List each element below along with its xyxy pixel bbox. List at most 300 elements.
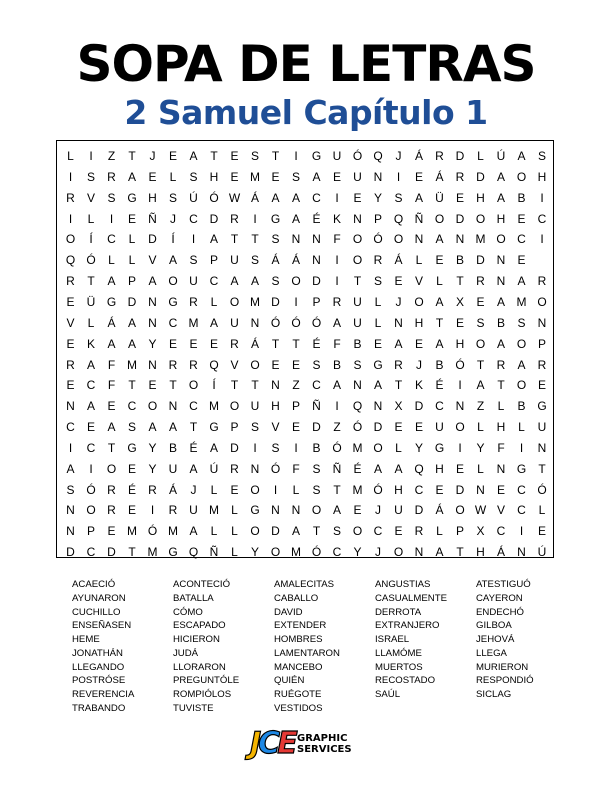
grid-letter: O (250, 524, 260, 539)
grid-letter: N (312, 253, 321, 268)
grid-letter: B (332, 357, 341, 372)
word-list-item: DAVID (274, 606, 303, 618)
grid-letter: H (455, 336, 465, 351)
grid-letter: P (209, 253, 218, 268)
grid-letter: A (435, 232, 444, 247)
grid-letter: D (476, 169, 485, 184)
grid-letter: Ú (189, 190, 198, 205)
grid-letter: A (517, 149, 526, 163)
grid-letter: R (168, 503, 178, 518)
grid-letter: O (434, 211, 445, 226)
grid-letter: I (253, 440, 257, 455)
grid-letter: Ñ (148, 211, 157, 226)
grid-letter: E (353, 503, 362, 518)
grid-letter: T (271, 149, 280, 163)
grid-letter: S (517, 315, 526, 330)
grid-letter: Á (435, 169, 444, 184)
grid-letter: N (517, 545, 526, 560)
grid-letter: K (414, 378, 423, 393)
grid-letter: S (271, 274, 280, 289)
grid-letter: Ñ (312, 399, 321, 414)
grid-letter: C (517, 503, 526, 518)
word-list-item: LLEGANDO (72, 661, 125, 673)
grid-letter: I (273, 482, 278, 497)
grid-letter: E (455, 315, 464, 330)
grid-letter: Ü (86, 294, 96, 309)
grid-letter: O (537, 294, 547, 309)
grid-letter: E (537, 378, 546, 393)
grid-letter: F (292, 461, 300, 476)
grid-letter: A (435, 294, 444, 309)
grid-letter: Á (250, 190, 259, 205)
grid-letter: H (476, 190, 485, 205)
grid-letter: Ó (537, 482, 547, 497)
grid-letter: J (416, 357, 422, 372)
grid-letter: É (189, 440, 198, 455)
grid-letter: E (332, 169, 341, 184)
grid-letter: C (168, 315, 178, 330)
grid-letter: O (516, 378, 527, 393)
grid-letter: O (393, 232, 404, 247)
logo-letter: C (258, 726, 278, 761)
word-column (375, 578, 447, 702)
grid-letter: A (107, 420, 116, 435)
grid-letter: L (374, 294, 382, 309)
grid-letter: I (89, 149, 93, 163)
grid-letter: O (373, 440, 383, 455)
grid-letter: C (189, 399, 198, 414)
logo-text-line: SERVICES (297, 744, 352, 755)
grid-row (57, 313, 553, 333)
grid-letter: N (148, 315, 157, 330)
grid-letter: L (436, 274, 443, 289)
grid-letter: V (496, 503, 505, 518)
grid-letter: M (291, 545, 301, 560)
grid-letter: W (474, 503, 487, 518)
grid-letter: P (373, 211, 382, 226)
grid-letter: É (127, 482, 136, 497)
grid-letter: Z (476, 399, 485, 414)
grid-letter: G (537, 399, 547, 414)
grid-letter: T (87, 274, 95, 289)
grid-letter: D (230, 440, 239, 455)
grid-letter: L (538, 503, 546, 518)
grid-letter: A (517, 357, 526, 372)
grid-letter: A (476, 378, 485, 393)
grid-letter: L (210, 482, 218, 497)
grid-letter: E (189, 336, 198, 351)
grid-letter: Á (250, 336, 259, 351)
grid-letter: N (148, 294, 157, 309)
word-list-item: JONATHÁN (72, 647, 123, 659)
grid-letter: S (189, 169, 198, 184)
grid-letter: S (312, 461, 321, 476)
grid-letter: A (517, 274, 526, 289)
grid-letter: N (394, 315, 403, 330)
grid-letter: T (476, 357, 485, 372)
grid-letter: R (476, 274, 485, 289)
grid-row (57, 355, 553, 375)
word-list-item: LLAMÓME (375, 647, 422, 659)
grid-letter: L (128, 232, 136, 247)
word-column (72, 578, 134, 716)
grid-letter: P (455, 524, 464, 539)
grid-letter: A (168, 420, 177, 435)
grid-letter: E (168, 149, 177, 163)
grid-letter: X (394, 399, 403, 414)
grid-letter: O (147, 399, 158, 414)
grid-letter: A (86, 399, 95, 414)
grid-letter: D (455, 149, 465, 163)
grid-letter: E (209, 336, 218, 351)
grid-letter: E (107, 524, 116, 539)
grid-letter: E (414, 420, 423, 435)
grid-letter: P (127, 274, 136, 289)
grid-letter: A (435, 545, 444, 560)
grid-letter: E (394, 420, 403, 435)
grid-letter: Ñ (332, 461, 342, 476)
grid-letter: S (168, 190, 177, 205)
grid-letter: E (435, 482, 444, 497)
grid-letter: U (353, 169, 362, 184)
grid-letter: A (127, 336, 136, 351)
grid-letter: C (209, 274, 219, 289)
logo-text-line: GRAPHIC (297, 733, 348, 744)
grid-letter: É (312, 336, 321, 351)
grid-letter: D (476, 253, 485, 268)
grid-letter: L (395, 440, 402, 455)
grid-letter: É (435, 378, 444, 393)
grid-letter: N (250, 315, 260, 330)
grid-letter: Ó (455, 357, 465, 372)
word-list-item: ANGUSTIAS (375, 579, 431, 590)
grid-letter: G (106, 294, 117, 309)
grid-letter: I (396, 169, 401, 184)
grid-letter: N (353, 211, 362, 226)
grid-letter: C (414, 482, 424, 497)
grid-letter: O (188, 378, 199, 393)
grid-letter: Ó (86, 482, 96, 497)
grid-letter: A (148, 420, 157, 435)
grid-letter: A (168, 253, 177, 268)
grid-letter: N (66, 524, 75, 539)
grid-letter: R (230, 211, 239, 226)
grid-letter: C (86, 378, 96, 393)
grid-letter: E (127, 503, 136, 518)
grid-letter: C (537, 211, 547, 226)
grid-letter: H (271, 399, 280, 414)
grid-letter: Y (250, 545, 259, 560)
grid-letter: O (65, 232, 76, 247)
grid-letter: T (312, 524, 321, 539)
grid-letter: O (475, 211, 486, 226)
grid-letter: D (271, 524, 280, 539)
grid-letter: G (209, 420, 219, 435)
grid-letter: G (373, 357, 383, 372)
grid-letter: Ó (373, 232, 383, 247)
word-list-item: CABALLO (274, 592, 319, 604)
grid-letter: J (170, 211, 176, 226)
grid-letter: A (127, 315, 136, 330)
grid-letter: V (414, 274, 423, 289)
grid-letter: P (86, 524, 95, 539)
grid-letter: Ó (291, 315, 301, 330)
grid-letter: S (271, 440, 280, 455)
grid-letter: U (332, 149, 342, 163)
word-list-item: TUVISTE (173, 702, 214, 714)
grid-letter: R (496, 357, 506, 372)
grid-letter: L (477, 420, 484, 435)
grid-letter: M (250, 169, 260, 184)
word-list-item: SICLAG (476, 689, 512, 700)
grid-row (57, 271, 553, 291)
grid-letter: T (456, 274, 464, 289)
grid-letter: F (107, 378, 116, 393)
word-list-item: CUCHILLO (72, 606, 121, 618)
word-list-item: RESPONDIÓ (476, 675, 534, 687)
grid-letter: S (250, 253, 259, 268)
grid-letter: Z (107, 149, 116, 163)
grid-letter: I (335, 399, 339, 414)
word-list-item: ENDECHÓ (476, 606, 524, 618)
grid-letter: Í (212, 378, 216, 393)
grid-letter: I (68, 211, 73, 226)
grid-letter: L (231, 545, 238, 560)
grid-letter: G (434, 440, 445, 455)
grid-letter: D (312, 274, 321, 289)
grid-letter: P (312, 294, 321, 309)
grid-letter: O (250, 357, 260, 372)
grid-letter: M (168, 524, 178, 539)
jce-graphic-services-logo (250, 727, 362, 761)
grid-letter: E (66, 294, 75, 309)
grid-row (57, 438, 553, 458)
grid-letter: L (231, 503, 238, 518)
grid-letter: N (373, 399, 383, 414)
grid-letter: A (86, 357, 95, 372)
grid-letter: E (148, 378, 157, 393)
grid-letter: E (414, 336, 423, 351)
grid-row (57, 396, 553, 416)
word-list-item: HOMBRES (274, 634, 323, 645)
word-list-item: CAYERON (476, 592, 523, 604)
grid-letter: J (149, 149, 156, 163)
word-list-item: AMALECITAS (274, 579, 335, 590)
grid-row (57, 334, 553, 354)
grid-letter: W (228, 190, 241, 205)
grid-letter: D (107, 545, 116, 560)
grid-letter: N (414, 232, 424, 247)
grid-letter: E (476, 294, 485, 309)
grid-letter: Á (414, 149, 423, 163)
grid-letter: O (291, 274, 301, 289)
word-list-item: CASUALMENTE (375, 592, 447, 604)
grid-letter: H (496, 211, 506, 226)
grid-letter: H (537, 169, 547, 184)
grid-letter: T (251, 378, 259, 393)
grid-letter: I (519, 440, 524, 455)
grid-letter: Ó (270, 461, 281, 476)
grid-letter: G (516, 461, 527, 476)
grid-letter: L (231, 524, 238, 539)
grid-letter: A (312, 169, 321, 184)
grid-letter: Y (414, 440, 423, 455)
grid-letter: T (538, 461, 546, 476)
grid-letter: V (66, 315, 75, 330)
grid-letter: U (168, 461, 178, 476)
grid-letter: I (540, 232, 544, 247)
grid-row (57, 417, 553, 437)
grid-letter: C (127, 399, 137, 414)
grid-letter: A (230, 274, 239, 289)
grid-letter: R (148, 482, 157, 497)
grid-letter: J (395, 149, 402, 163)
grid-letter: R (66, 190, 75, 205)
grid-letter: A (414, 190, 423, 205)
grid-letter: E (127, 461, 136, 476)
grid-letter: D (312, 420, 321, 435)
grid-letter: A (127, 169, 136, 184)
grid-letter: L (87, 211, 95, 226)
grid-letter: I (109, 211, 114, 226)
grid-letter: A (394, 461, 403, 476)
grid-letter: R (66, 274, 75, 289)
grid-letter: G (127, 190, 137, 205)
grid-letter: I (294, 149, 298, 163)
grid-letter: A (148, 274, 157, 289)
grid-letter: Ú (537, 545, 547, 560)
grid-letter: E (107, 399, 116, 414)
grid-letter: P (230, 420, 239, 435)
grid-letter: T (435, 315, 444, 330)
grid-letter: S (250, 149, 259, 163)
grid-row (57, 146, 553, 166)
grid-letter: S (332, 524, 341, 539)
grid-letter: Ó (209, 190, 219, 205)
word-column (476, 578, 534, 702)
word-list-item: SAÚL (375, 689, 401, 700)
grid-letter: N (373, 169, 383, 184)
word-list-item: QUIÉN (274, 675, 305, 687)
grid-letter: A (189, 461, 198, 476)
grid-letter: T (230, 232, 239, 247)
grid-letter: I (294, 294, 298, 309)
word-list-item: JEHOVÁ (476, 634, 515, 645)
grid-letter: U (394, 503, 403, 518)
grid-letter: T (230, 378, 239, 393)
word-list-item: RUÉGOTE (274, 689, 322, 700)
grid-letter: E (435, 253, 444, 268)
grid-letter: U (537, 420, 547, 435)
grid-letter: Ó (332, 440, 342, 455)
grid-letter: N (168, 399, 178, 414)
grid-letter: E (414, 169, 423, 184)
grid-letter: T (394, 378, 403, 393)
grid-letter: U (230, 315, 239, 330)
grid-letter: D (373, 420, 383, 435)
logo-text (297, 733, 352, 755)
grid-letter: R (230, 461, 239, 476)
grid-letter: Z (292, 378, 300, 393)
grid-letter: M (209, 399, 219, 414)
word-list-item: MANCEBO (274, 661, 323, 673)
grid-letter: D (455, 211, 465, 226)
grid-row (57, 375, 553, 395)
grid-letter: C (66, 420, 75, 435)
grid-letter: T (169, 378, 177, 393)
grid-row (57, 229, 553, 249)
grid-letter: I (335, 253, 339, 268)
grid-letter: I (519, 524, 524, 539)
grid-letter: C (312, 190, 321, 205)
word-list-item: DERROTA (375, 606, 422, 618)
grid-letter: M (127, 524, 137, 539)
grid-letter: F (333, 336, 341, 351)
grid-letter: Y (148, 336, 157, 351)
grid-letter: C (86, 440, 96, 455)
grid-letter: C (373, 524, 383, 539)
grid-letter: S (312, 357, 321, 372)
grid-letter: E (271, 357, 280, 372)
grid-letter: R (414, 524, 424, 539)
grid-letter: M (147, 545, 158, 560)
grid-letter: H (414, 315, 424, 330)
grid-letter: F (333, 232, 341, 247)
grid-letter: S (312, 482, 321, 497)
word-list-item: LLORARON (173, 661, 226, 673)
grid-letter: A (496, 336, 505, 351)
grid-letter: B (353, 336, 362, 351)
grid-letter: T (497, 378, 505, 393)
grid-letter: V (271, 420, 280, 435)
grid-letter: H (496, 420, 506, 435)
grid-letter: G (311, 149, 322, 163)
word-list-item: HICIERON (173, 634, 220, 645)
grid-letter: U (230, 253, 239, 268)
grid-letter: E (455, 461, 464, 476)
grid-letter: E (394, 524, 403, 539)
grid-letter: Q (373, 149, 383, 163)
grid-letter: L (210, 294, 218, 309)
grid-letter: R (455, 169, 465, 184)
grid-letter: S (537, 149, 546, 163)
grid-letter: Q (393, 211, 404, 226)
grid-letter: A (66, 461, 75, 476)
grid-letter: O (229, 399, 240, 414)
grid-letter: R (107, 169, 116, 184)
grid-letter: E (271, 169, 280, 184)
grid-letter: E (148, 169, 157, 184)
grid-letter: M (352, 440, 363, 455)
page-title: SOPA DE LETRAS (76, 35, 536, 93)
grid-letter: N (537, 315, 547, 330)
grid-letter: B (435, 357, 444, 372)
grid-letter: É (312, 211, 321, 226)
grid-letter: H (476, 545, 485, 560)
grid-letter: E (373, 336, 382, 351)
grid-letter: S (127, 420, 136, 435)
grid-letter: I (253, 211, 257, 226)
grid-letter: C (86, 545, 96, 560)
grid-letter: L (415, 253, 423, 268)
grid-letter: E (230, 482, 239, 497)
word-list-item: BATALLA (173, 592, 214, 604)
grid-letter: V (230, 357, 239, 372)
word-list-item: REVERENCIA (72, 689, 135, 700)
grid-letter: M (188, 315, 199, 330)
grid-letter: I (68, 440, 73, 455)
grid-letter: D (271, 294, 280, 309)
